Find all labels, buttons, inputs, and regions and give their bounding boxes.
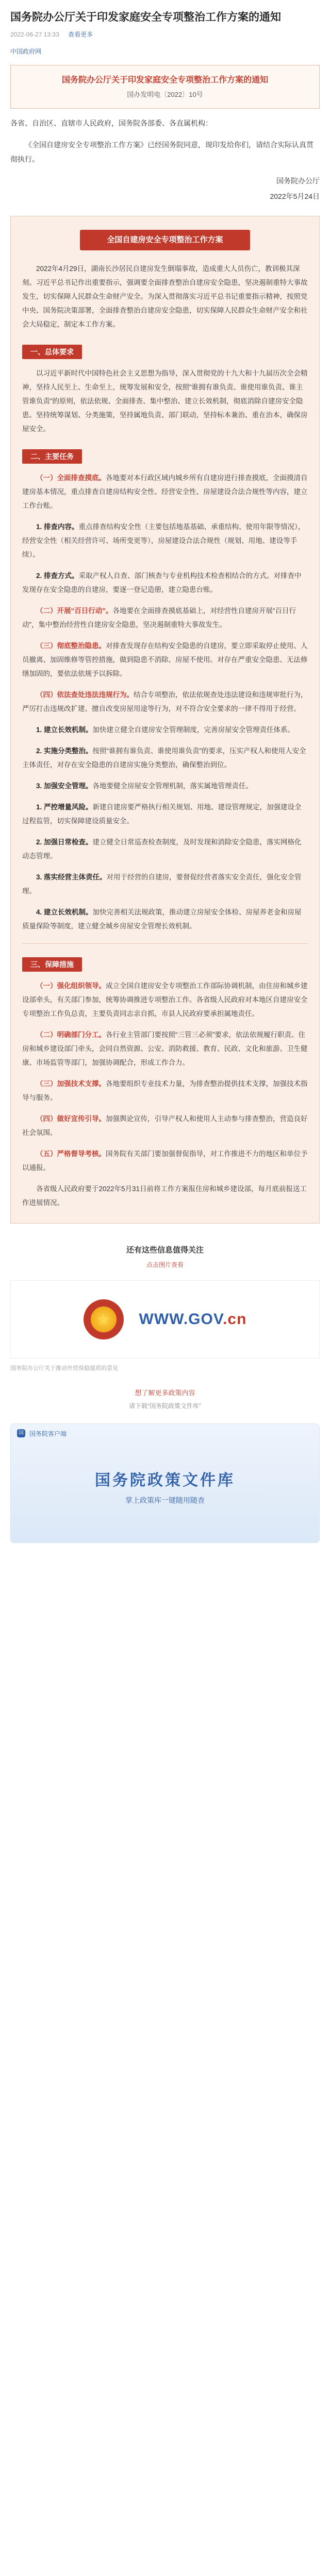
task-item-text: 按照“谁拥有谁负责、谁使用谁负责”的要求，压实产权人和使用人安全主体责任，对存在安全隐患的自建房实施分类整治，确保整治到位。: [22, 747, 306, 769]
measure-item-lead: （四）做好宣传引导。: [36, 1115, 106, 1123]
recommend-caption[interactable]: 国务院办公厅关于推动外贸保稳提质的意见: [10, 1365, 118, 1371]
task-item-text: 建立健全日常巡查检查制度，及时发现和消除安全隐患，落实网格化动态管理。: [22, 838, 302, 860]
task-item-text: 重点排查结构安全性（主要包括地基基础、承重结构、使用年限等情况），经营安全性（相关经营许可、场所变更等），房屋建设合法合规性（规划、用地、建设等手续）。: [22, 523, 305, 558]
task-item: [11, 779, 319, 793]
section-general-heading: 一、总体要求: [22, 345, 82, 359]
measure-item-text: 加强舆论宣传，引导产权人和使用人主动参与排查整治，营造良好社会氛围。: [22, 1115, 308, 1137]
task-item-text: 各地要在全面排查摸底基础上，对经营性自建房开展“百日行动”，集中整治经营性自建房安全隐患，坚决遏制重特大事故发生。: [22, 607, 296, 629]
publish-date: 2022-06-27 13:33: [10, 31, 59, 38]
gov-logo-cn: .cn: [223, 1311, 247, 1328]
plan-intro: 2022年4月29日，湖南长沙居民自建房发生倒塌事故，造成重大人员伤亡，教训极其深刻。习近平总书记作出重要指示，强调要全面排查整治自建房安全隐患，坚决遏制重特大事故发生，切实保障人民群众生命财产安全。为深入贯彻落实习近平总书记重要指示精神，按照党中央、国务院决策部署，全面排查整治自建房安全隐患，切实保障人民群众生命财产安全和社会大局稳定，制定本工作方案。: [22, 265, 308, 328]
article-source[interactable]: 中国政府网: [10, 48, 42, 55]
task-item-lead: 1. 排查内容。: [36, 523, 79, 531]
plan-section: [10, 216, 320, 1224]
measure-item: [11, 979, 319, 1021]
task-item: [11, 835, 319, 863]
task-item: [11, 870, 319, 898]
task-item-lead: 3. 加强安全管理。: [36, 782, 93, 790]
app-name: 国务院政策文件库: [95, 1472, 235, 1489]
task-item: [11, 520, 319, 562]
task-item: [11, 471, 319, 513]
measure-item-lead: （一）强化组织领导。: [36, 982, 106, 990]
general-requirements: 以习近平新时代中国特色社会主义思想为指导，深入贯彻党的十九大和十九届历次全会精神，坚持人民至上、生命至上，统筹发展和安全，按照“谁拥有谁负责、谁使用谁负责、谁主管谁负责”的原则，依法依规、全面排查、集中整治、建立长效机制，彻底消除自建房安全隐患。坚持统筹谋划、分类施策，坚持属地负责、部门联动，坚持标本兼治、重在治本，确保房屋安全。: [22, 369, 308, 433]
app-card-bar: [11, 1424, 319, 1443]
task-item-text: 各地要健全房屋安全管理机制，落实属地管理责任。: [92, 782, 253, 790]
task-item-lead: 4. 建立长效机制。: [36, 908, 93, 916]
app-bar-label: 国务院客户端: [29, 1430, 67, 1437]
notice-body: [0, 116, 330, 204]
article-header: [0, 0, 330, 56]
measure-item: [11, 1077, 319, 1105]
plan-banner: 全国自建房安全专项整治工作方案: [80, 230, 250, 250]
task-item-text: 结合专项整治，依法依规查处违法建设和违规审批行为，严厉打击违规改扩建、擅自改变房屋用途等行为，对不符合安全要求的一律不得用于经营。: [22, 691, 308, 713]
task-item: [11, 744, 319, 772]
task-list: [11, 471, 319, 933]
measure-item-text: 各行业主管部门要按照“三管三必须”要求，依法依规履行职责。住房和城乡建设部门牵头，会同自然资源、公安、消防救援、教育、民政、文化和旅游、卫生健康、市场监管等部门，加强协调配合，形成工作合力。: [22, 1031, 308, 1066]
task-item-lead: 2. 实施分类整治。: [36, 747, 93, 755]
task-item-lead: 1. 严控增量风险。: [36, 803, 93, 811]
app-logo-icon: 国: [17, 1429, 25, 1437]
task-item-lead: （三）彻底整治隐患。: [36, 642, 106, 650]
recommend-title: 还有这些信息值得关注: [126, 1246, 204, 1255]
task-item: [11, 569, 319, 597]
measure-item-lead: （三）加强技术支撑。: [36, 1080, 106, 1088]
measure-item-text: 各地要组织专业技术力量，为排查整治提供技术支撑，加强技术指导与服务。: [22, 1080, 308, 1101]
article-title: 国务院办公厅关于印发家庭安全专项整治工作方案的通知: [10, 11, 281, 23]
national-emblem-icon: ★: [84, 1299, 124, 1340]
task-item-text: 各地要对本行政区域内城乡所有自建房进行排查摸底，全面摸清自建房基本情况，重点排查自建房结构安全性、经营安全性、房屋建设合法合规性等内容，建立工作台账。: [22, 474, 308, 510]
measure-list: [11, 979, 319, 1175]
measure-item-text: 成立全国自建房安全专项整治工作部际协调机制，由住房和城乡建设部牵头，有关部门参加，统筹协调推进专项整治工作。各省级人民政府对本地区自建房安全专项整治工作负总责，主要负责同志亲自抓，市县人民政府要承担属地责任。: [22, 982, 308, 1018]
recommend-hint: 点击图片查看: [146, 1261, 184, 1268]
task-item-lead: 2. 加强日常检查。: [36, 838, 93, 846]
article-meta: [10, 30, 320, 39]
notice-title: 国务院办公厅关于印发家庭安全专项整治工作方案的通知: [61, 76, 268, 84]
task-item-text: 对用于经营的自建房，要督促经营者落实安全责任，强化安全管理。: [22, 873, 302, 895]
task-item: [11, 800, 319, 828]
task-item-text: 新建自建房要严格执行相关规划、用地、建设管理规定，加强建设全过程监管，切实保障建设质量安全。: [22, 803, 302, 825]
document-number: 国办发明电〔2022〕10号: [127, 91, 203, 98]
gov-site-logo: [139, 1311, 247, 1328]
task-item: [11, 688, 319, 716]
task-item: [11, 604, 319, 632]
task-item-text: 采取产权人自查、部门核查与专业机构技术检查相结合的方式。对排查中发现存在安全隐患的自建房，要逐一登记造册，建立隐患台账。: [22, 572, 302, 594]
promo-note: 请下载“国务院政策文件库”: [129, 1402, 201, 1410]
gov-logo-main: WWW.GOV: [139, 1311, 223, 1328]
notice-box: [10, 65, 320, 109]
read-more-link[interactable]: 查看更多: [68, 31, 93, 38]
measure-item: [11, 1147, 319, 1175]
task-item-text: 加快建立健全自建房安全管理制度，完善房屋安全管理责任体系。: [92, 726, 295, 734]
notice-text: 《全国自建房安全专项整治工作方案》已经国务院同意，现印发给你们，请结合实际认真贯彻执行。: [10, 141, 314, 163]
measure-item-text: 国务院有关部门要加强督促指导，对工作推进不力的地区和单位予以通报。: [22, 1150, 308, 1172]
sign-date: 2022年5月24日: [270, 192, 320, 200]
addressee: 各省、自治区、直辖市人民政府，国务院各部委、各直属机构：: [10, 119, 212, 127]
measure-item-lead: （二）明确部门分工。: [36, 1031, 106, 1039]
measure-item: [11, 1028, 319, 1070]
promo-heading: 想了解更多政策内容: [135, 1389, 195, 1397]
app-download-card[interactable]: [10, 1423, 320, 1543]
plan-closing: 各省级人民政府要于2022年5月31日前将工作方案报住房和城乡建设部，每月底前报送工作进展情况。: [22, 1185, 307, 1207]
measure-item: [11, 1112, 319, 1140]
task-item-lead: （一）全面排查摸底。: [36, 474, 106, 482]
task-item: [11, 723, 319, 737]
recommend-section: [0, 1244, 330, 1269]
section-tasks-heading: 二、主要任务: [22, 449, 82, 464]
task-item-lead: 1. 建立长效机制。: [36, 726, 93, 734]
task-item: [11, 639, 319, 681]
task-item-text: 对排查发现存在结构安全隐患的自建房，要立即采取停止使用、人员撤离、加固维修等管控措施，做到隐患不消除、房屋不使用。对存在严重安全隐患、无法修缮加固的，要依法依规予以拆除。: [22, 642, 308, 677]
task-item-lead: 2. 排查方式。: [36, 572, 79, 580]
task-item: [11, 905, 319, 933]
measure-item-lead: （五）严格督导考核。: [36, 1150, 106, 1158]
signer: 国务院办公厅: [276, 177, 320, 185]
gov-site-banner[interactable]: [10, 1280, 320, 1359]
section-measures-heading: 三、保障措施: [22, 957, 82, 972]
task-item-lead: （二）开展“百日行动”。: [36, 607, 113, 615]
promo-text: [10, 1387, 320, 1410]
section-divider: [22, 943, 308, 944]
task-item-text: 加快完善相关法规政策，推动建立房屋安全体检、房屋养老金和房屋质量保险等制度，建立健全城乡房屋安全管理长效机制。: [22, 908, 302, 930]
task-item-lead: （四）依法查处违法违规行为。: [36, 691, 134, 699]
task-item-lead: 3. 落实经营主体责任。: [36, 873, 107, 881]
app-slogan: 掌上政策库一键随用随查: [125, 1496, 205, 1504]
